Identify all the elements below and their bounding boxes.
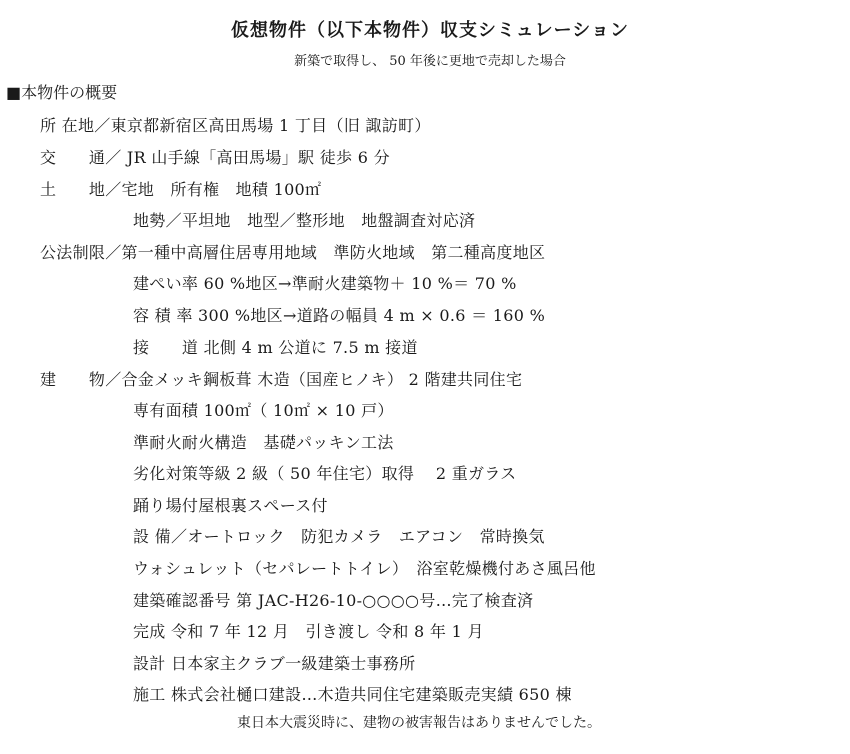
durability-line: 劣化対策等級 2 級（ 50 年住宅）取得 2 重ガラス <box>133 464 517 483</box>
footer-note: 東日本大震災時に、建物の被害報告はありませんでした。 <box>237 715 601 731</box>
section-heading: ■本物件の概要 <box>6 83 118 102</box>
location-line: 所 在地／東京都新宿区高田馬場 1 丁目（旧 諏訪町） <box>40 116 431 135</box>
structure-line: 準耐火耐火構造 基礎パッキン工法 <box>133 433 394 452</box>
equipment-line-2: ウォシュレット（セパレートトイレ） 浴室乾燥機付あさ風呂他 <box>133 559 596 578</box>
coverage-ratio-line: 建ぺい率 60 %地区→準耐火建築物＋ 10 %＝ 70 % <box>133 274 517 293</box>
floor-area-ratio-line: 容 積 率 300 %地区→道路の幅員 4 m × 0.6 ＝ 160 % <box>133 306 546 325</box>
completion-line: 完成 令和 7 年 12 月 引き渡し 令和 8 年 1 月 <box>133 622 484 641</box>
document-title: 仮想物件（以下本物件）収支シミュレーション <box>231 20 629 41</box>
access-line: 交 通／ JR 山手線「高田馬場」駅 徒歩 6 分 <box>40 148 390 167</box>
document-subtitle: 新築で取得し、 50 年後に更地で売却した場合 <box>294 54 566 69</box>
land-terrain-line: 地勢／平坦地 地型／整形地 地盤調査対応済 <box>133 211 476 230</box>
design-line: 設計 日本家主クラブ一級建築士事務所 <box>133 654 416 673</box>
building-confirmation-line: 建築確認番号 第 JAC-H26-10-○○○○号…完了検査済 <box>133 591 534 610</box>
floor-area-line: 専有面積 100㎡（ 10㎡ × 10 戸） <box>133 401 394 420</box>
attic-line: 踊り場付屋根裏スペース付 <box>133 496 328 515</box>
building-line: 建 物／合金メッキ鋼板葺 木造（国産ヒノキ） 2 階建共同住宅 <box>40 370 523 389</box>
land-line: 土 地／宅地 所有権 地積 100㎡ <box>40 180 322 199</box>
zoning-line: 公法制限／第一種中高層住居専用地域 準防火地域 第二種高度地区 <box>40 243 546 262</box>
construction-line: 施工 株式会社樋口建設…木造共同住宅建築販売実績 650 棟 <box>133 685 572 704</box>
road-access-line: 接 道 北側 4 m 公道に 7.5 m 接道 <box>133 338 418 357</box>
equipment-line: 設 備／オートロック 防犯カメラ エアコン 常時換気 <box>133 527 545 546</box>
